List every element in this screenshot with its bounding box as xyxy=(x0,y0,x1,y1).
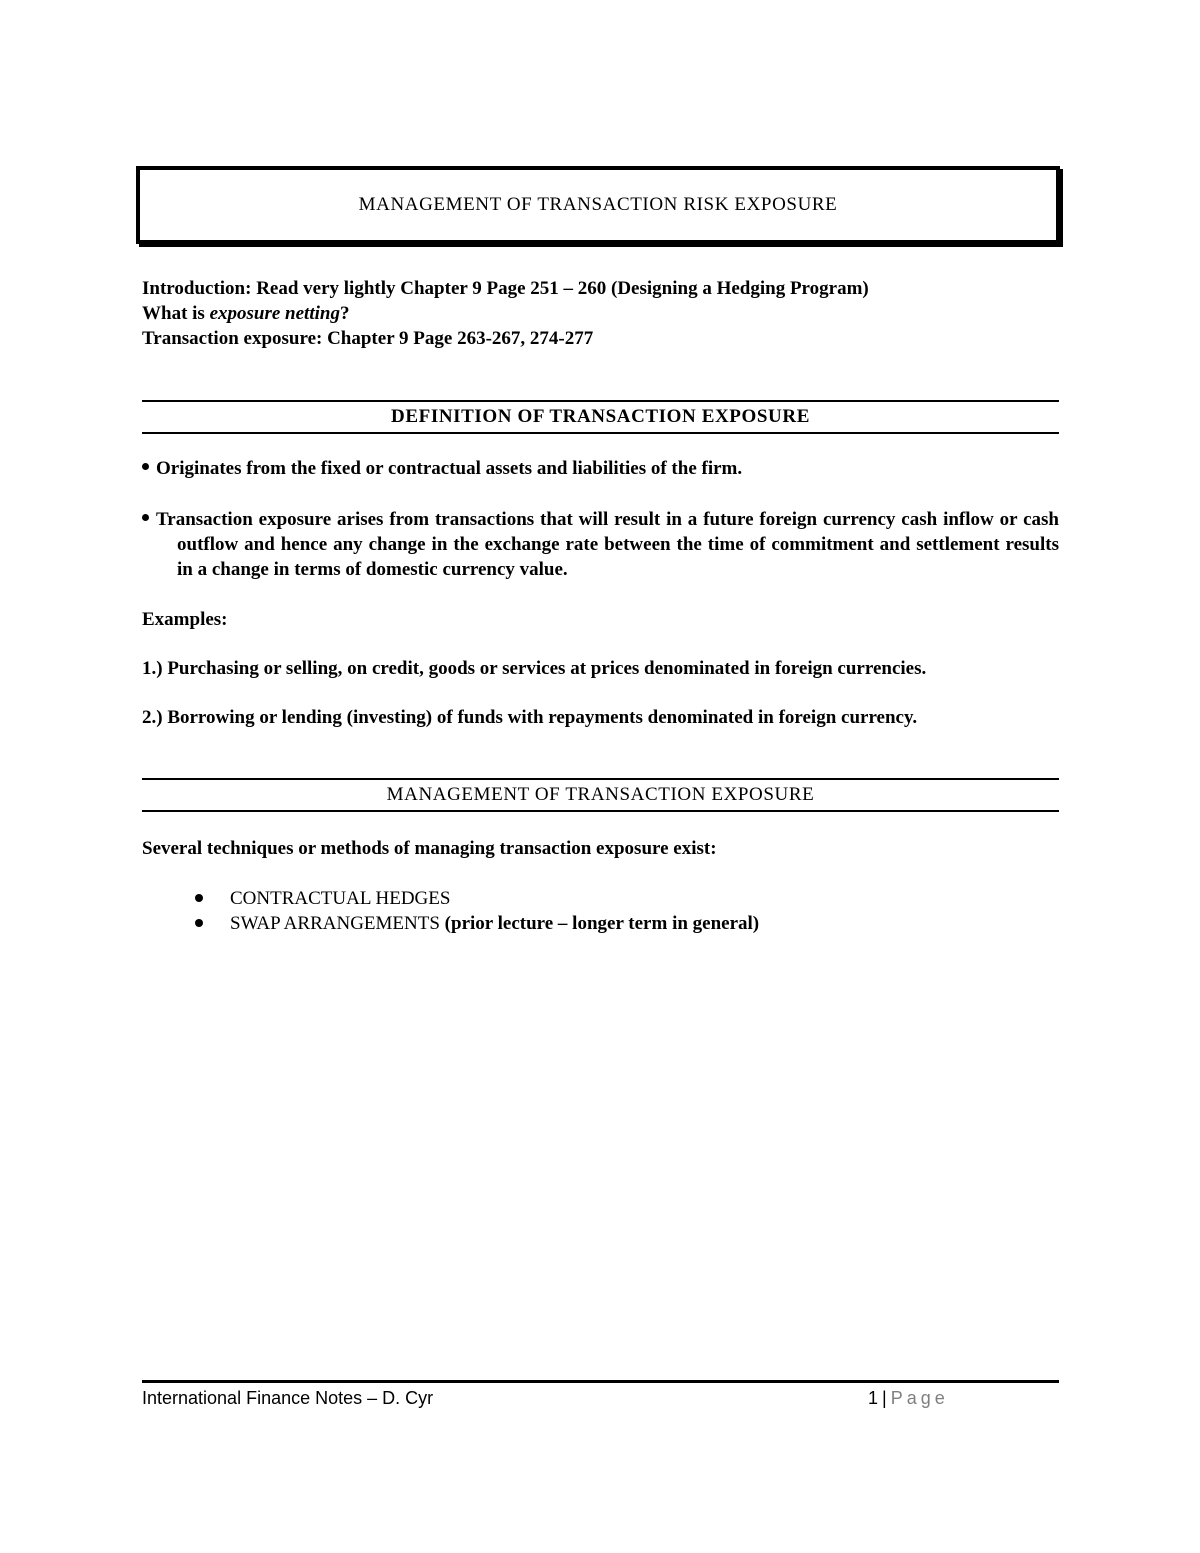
document-title-box xyxy=(136,166,1060,244)
question-prefix: What is xyxy=(142,303,210,324)
footer-divider xyxy=(142,1380,1059,1383)
technique-list xyxy=(195,886,759,936)
section-management-header xyxy=(142,778,1059,812)
examples-label: Examples: xyxy=(142,609,228,630)
technique-item xyxy=(195,911,759,936)
section-definition-title: DEFINITION OF TRANSACTION EXPOSURE xyxy=(391,406,810,427)
technique-name: SWAP ARRANGEMENTS xyxy=(230,913,440,934)
definition-bullet-text: Originates from the fixed or contractual assets and liabilities of the firm. xyxy=(156,458,743,479)
bullet-icon xyxy=(142,514,149,521)
definition-bullet-text: Transaction exposure arises from transactions that will result in a future foreign currency cash inflow or cash outflow and hence any change in the exchange rate between the time of commitment and settlement results in a change in terms of domestic currency value. xyxy=(156,509,1059,580)
technique-note: (prior lecture – longer term in general) xyxy=(439,913,760,934)
section-management-title: MANAGEMENT OF TRANSACTION EXPOSURE xyxy=(386,784,815,805)
page-label: Page xyxy=(890,1388,949,1408)
example-item-1: 1.) Purchasing or selling, on credit, goods or services at prices denominated in foreign currencies. xyxy=(142,658,927,679)
document-title: MANAGEMENT OF TRANSACTION RISK EXPOSURE xyxy=(358,194,838,215)
footer-page-indicator xyxy=(868,1388,949,1409)
page-number: 1 xyxy=(868,1388,879,1408)
intro-line-question xyxy=(142,301,1062,326)
section-definition-header xyxy=(142,400,1059,434)
question-term: exposure netting xyxy=(209,303,340,324)
intro-line-reading: Introduction: Read very lightly Chapter 9 Page 251 – 260 (Designing a Hedging Program) xyxy=(142,278,869,299)
question-suffix: ? xyxy=(339,303,350,324)
page-separator: | xyxy=(882,1388,887,1408)
footer-course-title: International Finance Notes – D. Cyr xyxy=(142,1388,434,1408)
technique-item xyxy=(195,886,759,911)
technique-name: CONTRACTUAL HEDGES xyxy=(230,888,451,909)
management-intro: Several techniques or methods of managing transaction exposure exist: xyxy=(142,838,717,859)
bullet-icon xyxy=(195,919,203,927)
example-item-2: 2.) Borrowing or lending (investing) of funds with repayments denominated in foreign currency. xyxy=(142,707,918,728)
definition-bullet-1 xyxy=(142,456,1059,481)
bullet-icon xyxy=(195,894,203,902)
definition-bullet-2 xyxy=(142,507,1059,582)
intro-block xyxy=(142,276,1062,351)
intro-line-chapter: Transaction exposure: Chapter 9 Page 263-267, 274-277 xyxy=(142,328,594,349)
bullet-icon xyxy=(142,463,149,470)
